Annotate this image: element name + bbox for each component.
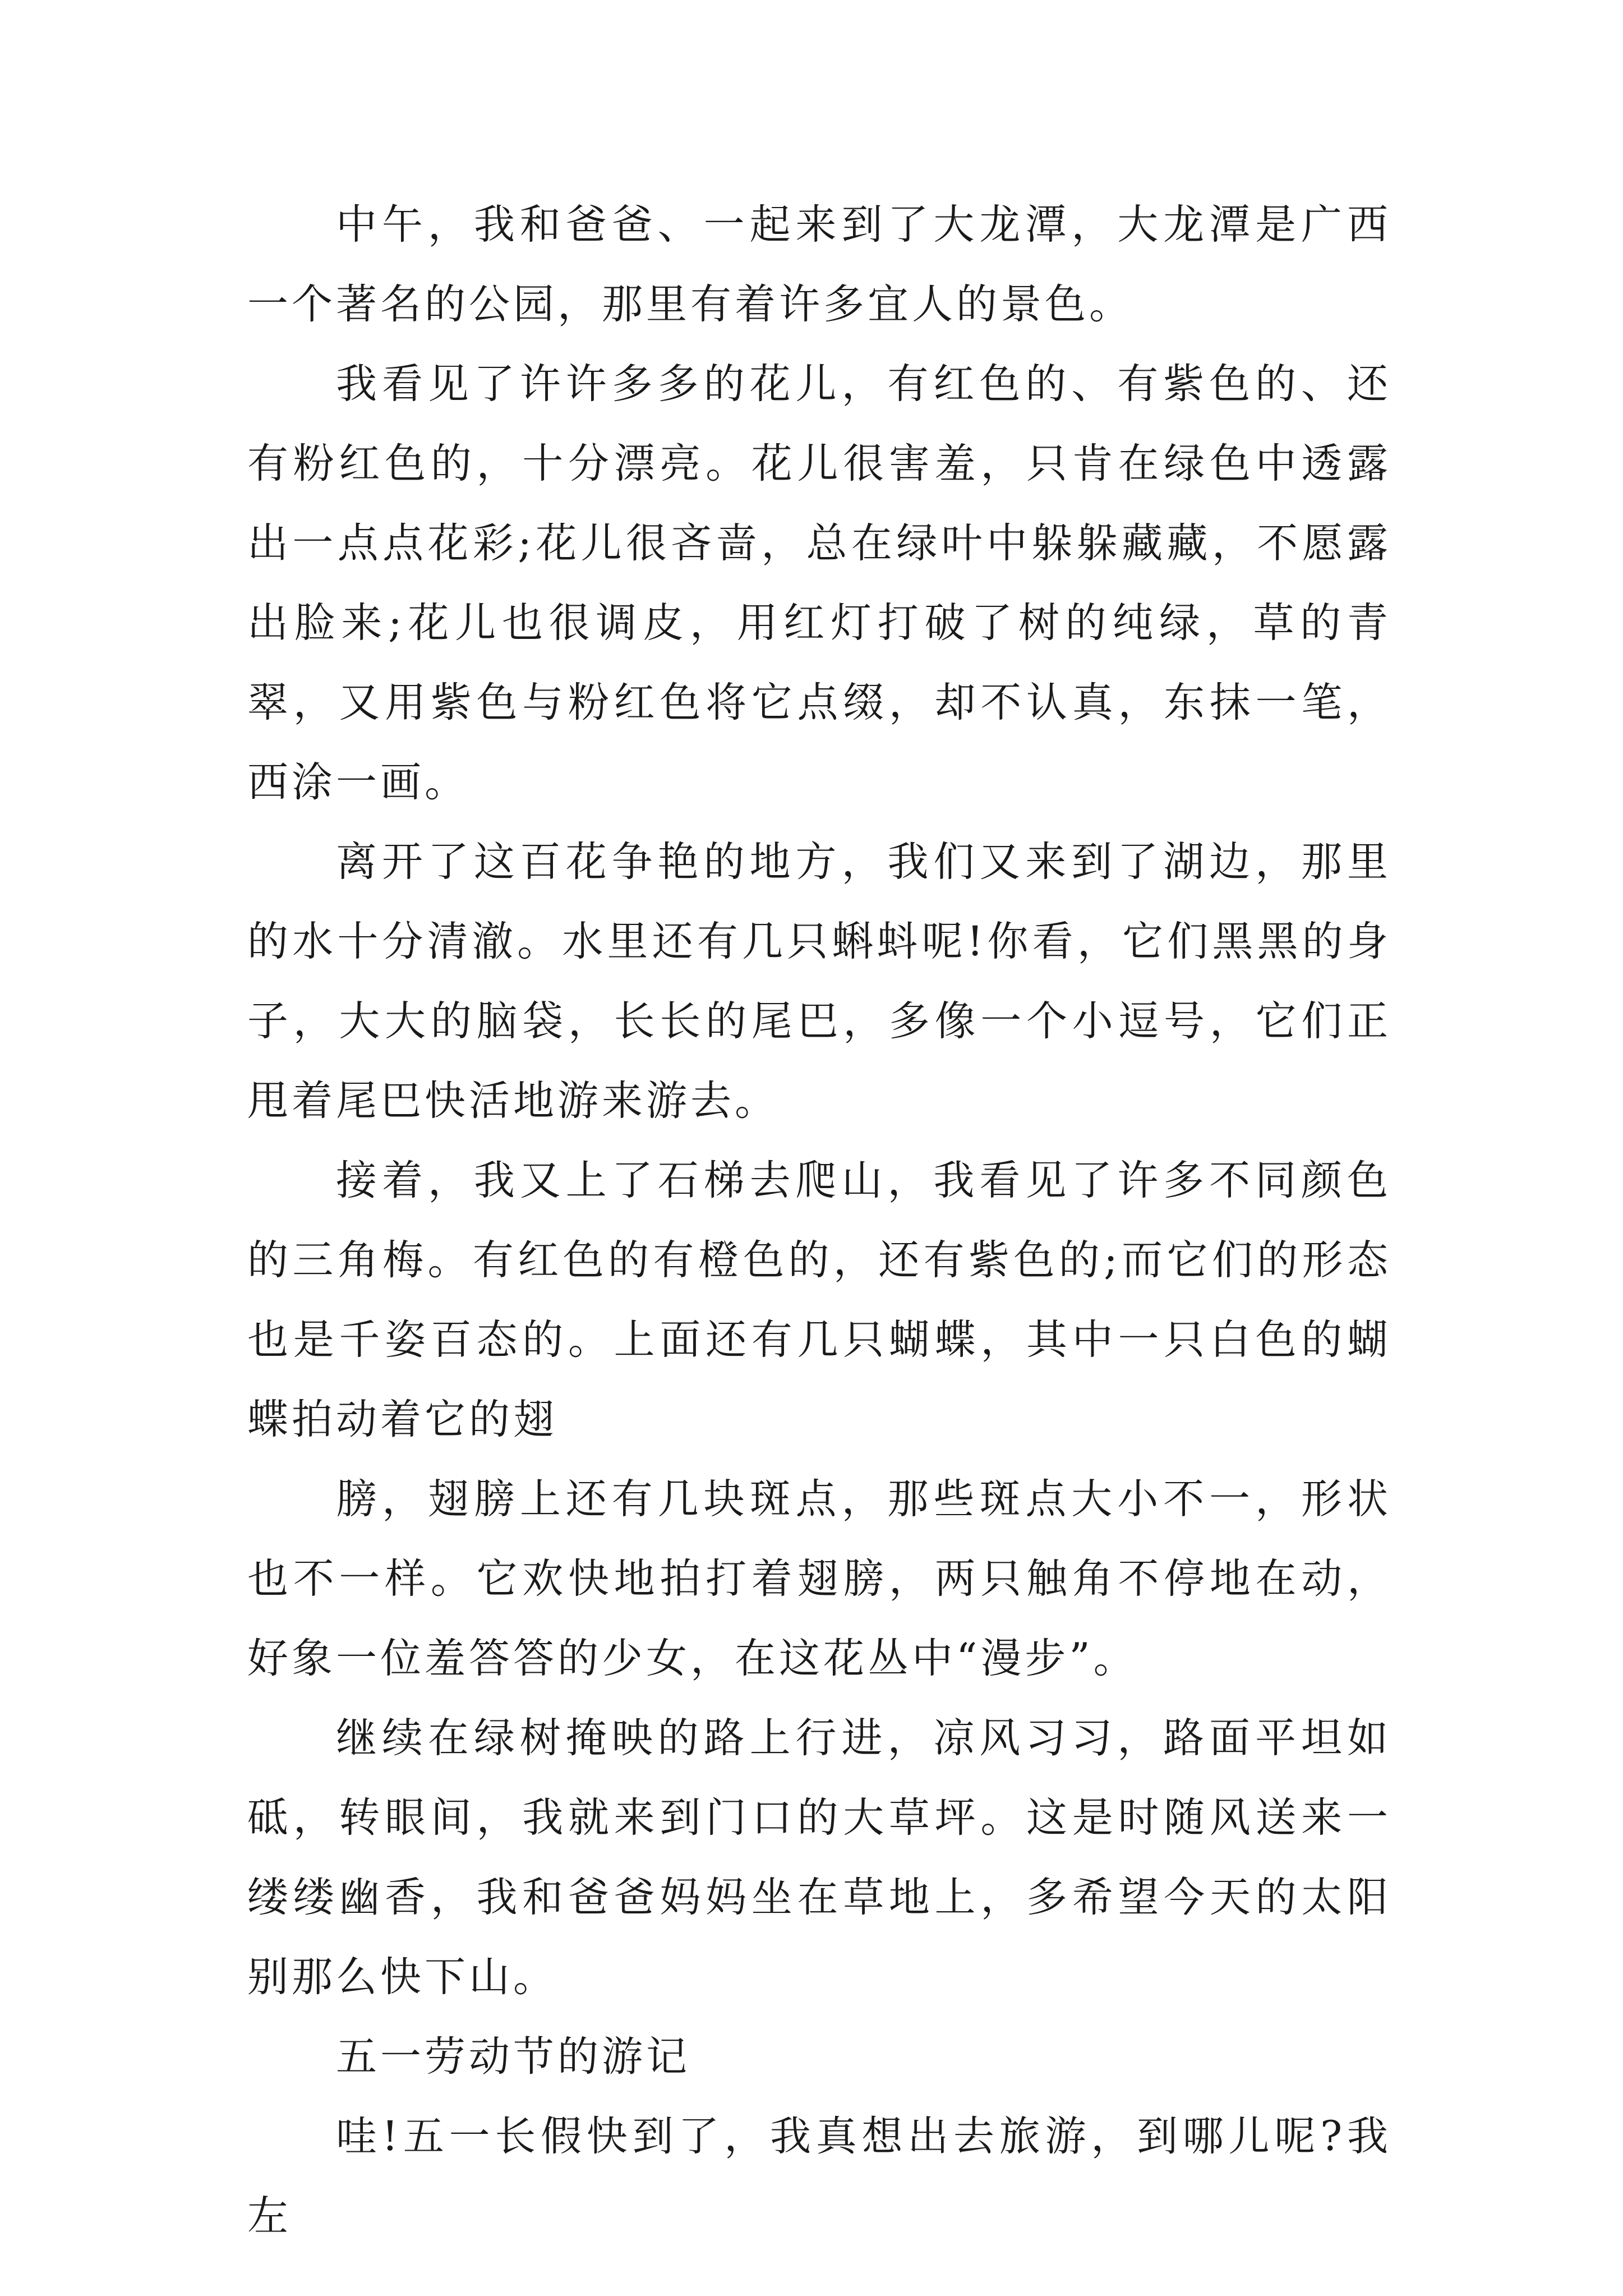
paragraph-6: 继续在绿树掩映的路上行进，凉风习习，路面平坦如砥，转眼间，我就来到门口的大草坪。这是时随风送来一缕缕幽香，我和爸爸妈妈坐在草地上，多希望今天的太阳别那么快下山。 — [247, 1714, 1391, 2001]
paragraph-1: 中午，我和爸爸、一起来到了大龙潭，大龙潭是广西一个著名的公园，那里有着许多宜人的景色。 — [247, 201, 1391, 328]
document-body — [247, 185, 1391, 2256]
paragraph-7: 哇!五一长假快到了，我真想出去旅游，到哪儿呢?我左 — [247, 2113, 1391, 2240]
paragraph-5: 膀，翅膀上还有几块斑点，那些斑点大小不一，形状也不一样。它欢快地拍打着翅膀，两只触角不停地在动，好象一位羞答答的少女，在这花丛中“漫步”。 — [247, 1475, 1391, 1682]
paragraph-2: 我看见了许许多多的花儿，有红色的、有紫色的、还有粉红色的，十分漂亮。花儿很害羞，只肯在绿色中透露出一点点花彩;花儿很吝啬，总在绿叶中躲躲藏藏，不愿露出脸来;花儿也很调皮，用红灯打破了树的纯绿，草的青翠，又用紫色与粉红色将它点缀，却不认真，东抹一笔，西涂一画。 — [247, 360, 1391, 806]
paragraph-4: 接着，我又上了石梯去爬山，我看见了许多不同颜色的三角梅。有红色的有橙色的，还有紫色的;而它们的形态也是千姿百态的。上面还有几只蝴蝶，其中一只白色的蝴蝶拍动着它的翅 — [247, 1157, 1391, 1443]
paragraph-3: 离开了这百花争艳的地方，我们又来到了湖边，那里的水十分清澈。水里还有几只蝌蚪呢!你看，它们黑黑的身子，大大的脑袋，长长的尾巴，多像一个小逗号，它们正甩着尾巴快活地游来游去。 — [247, 838, 1391, 1125]
section-title: 五一劳动节的游记 — [336, 2033, 690, 2081]
